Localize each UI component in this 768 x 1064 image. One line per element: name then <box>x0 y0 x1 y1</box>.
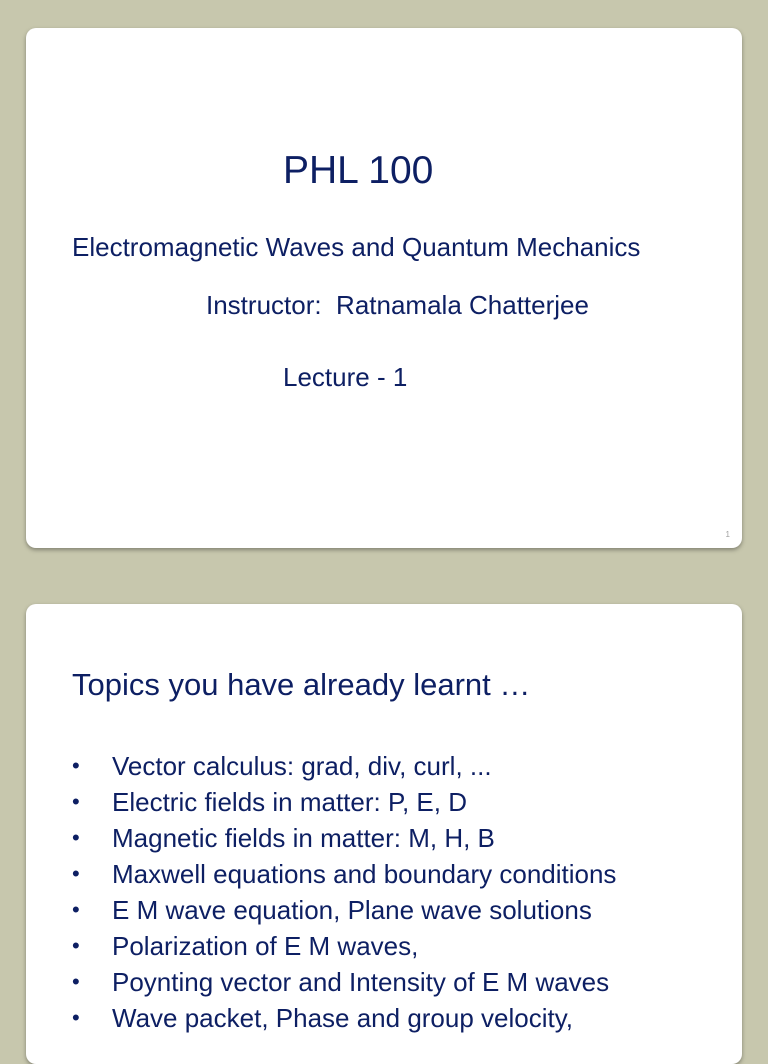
list-item-text: Vector calculus: grad, div, curl, ... <box>112 751 492 781</box>
topics-list <box>72 748 616 1036</box>
course-code-title: PHL 100 <box>283 149 434 192</box>
list-item-text: Electric fields in matter: P, E, D <box>112 787 467 817</box>
list-item-text: Maxwell equations and boundary conditions <box>112 859 617 889</box>
list-item-text: Wave packet, Phase and group velocity, <box>112 1003 574 1033</box>
list-item <box>72 892 616 928</box>
bullet-icon: • <box>72 825 80 850</box>
list-item-text: Magnetic fields in matter: M, H, B <box>112 823 495 853</box>
instructor-line: Instructor: Ratnamala Chatterjee <box>206 290 589 320</box>
list-item <box>72 748 616 784</box>
list-item <box>72 784 616 820</box>
topics-slide <box>26 604 742 1064</box>
list-item <box>72 820 616 856</box>
lecture-number: Lecture - 1 <box>283 362 408 392</box>
list-item <box>72 964 616 1000</box>
bullet-icon: • <box>72 969 80 994</box>
bullet-icon: • <box>72 789 80 814</box>
list-item <box>72 856 616 892</box>
slide-page-number: 1 <box>725 530 730 539</box>
list-item-text: Polarization of E M waves, <box>112 931 419 961</box>
list-item <box>72 1000 616 1036</box>
list-item <box>72 928 616 964</box>
bullet-icon: • <box>72 897 80 922</box>
bullet-icon: • <box>72 1005 80 1030</box>
title-slide <box>26 28 742 548</box>
bullet-icon: • <box>72 861 80 886</box>
list-item-text: Poynting vector and Intensity of E M waves <box>112 967 610 997</box>
course-subtitle: Electromagnetic Waves and Quantum Mechanics <box>72 232 641 262</box>
topics-heading: Topics you have already learnt … <box>72 667 531 702</box>
bullet-icon: • <box>72 753 80 778</box>
list-item-text: E M wave equation, Plane wave solutions <box>112 895 592 925</box>
bullet-icon: • <box>72 933 80 958</box>
